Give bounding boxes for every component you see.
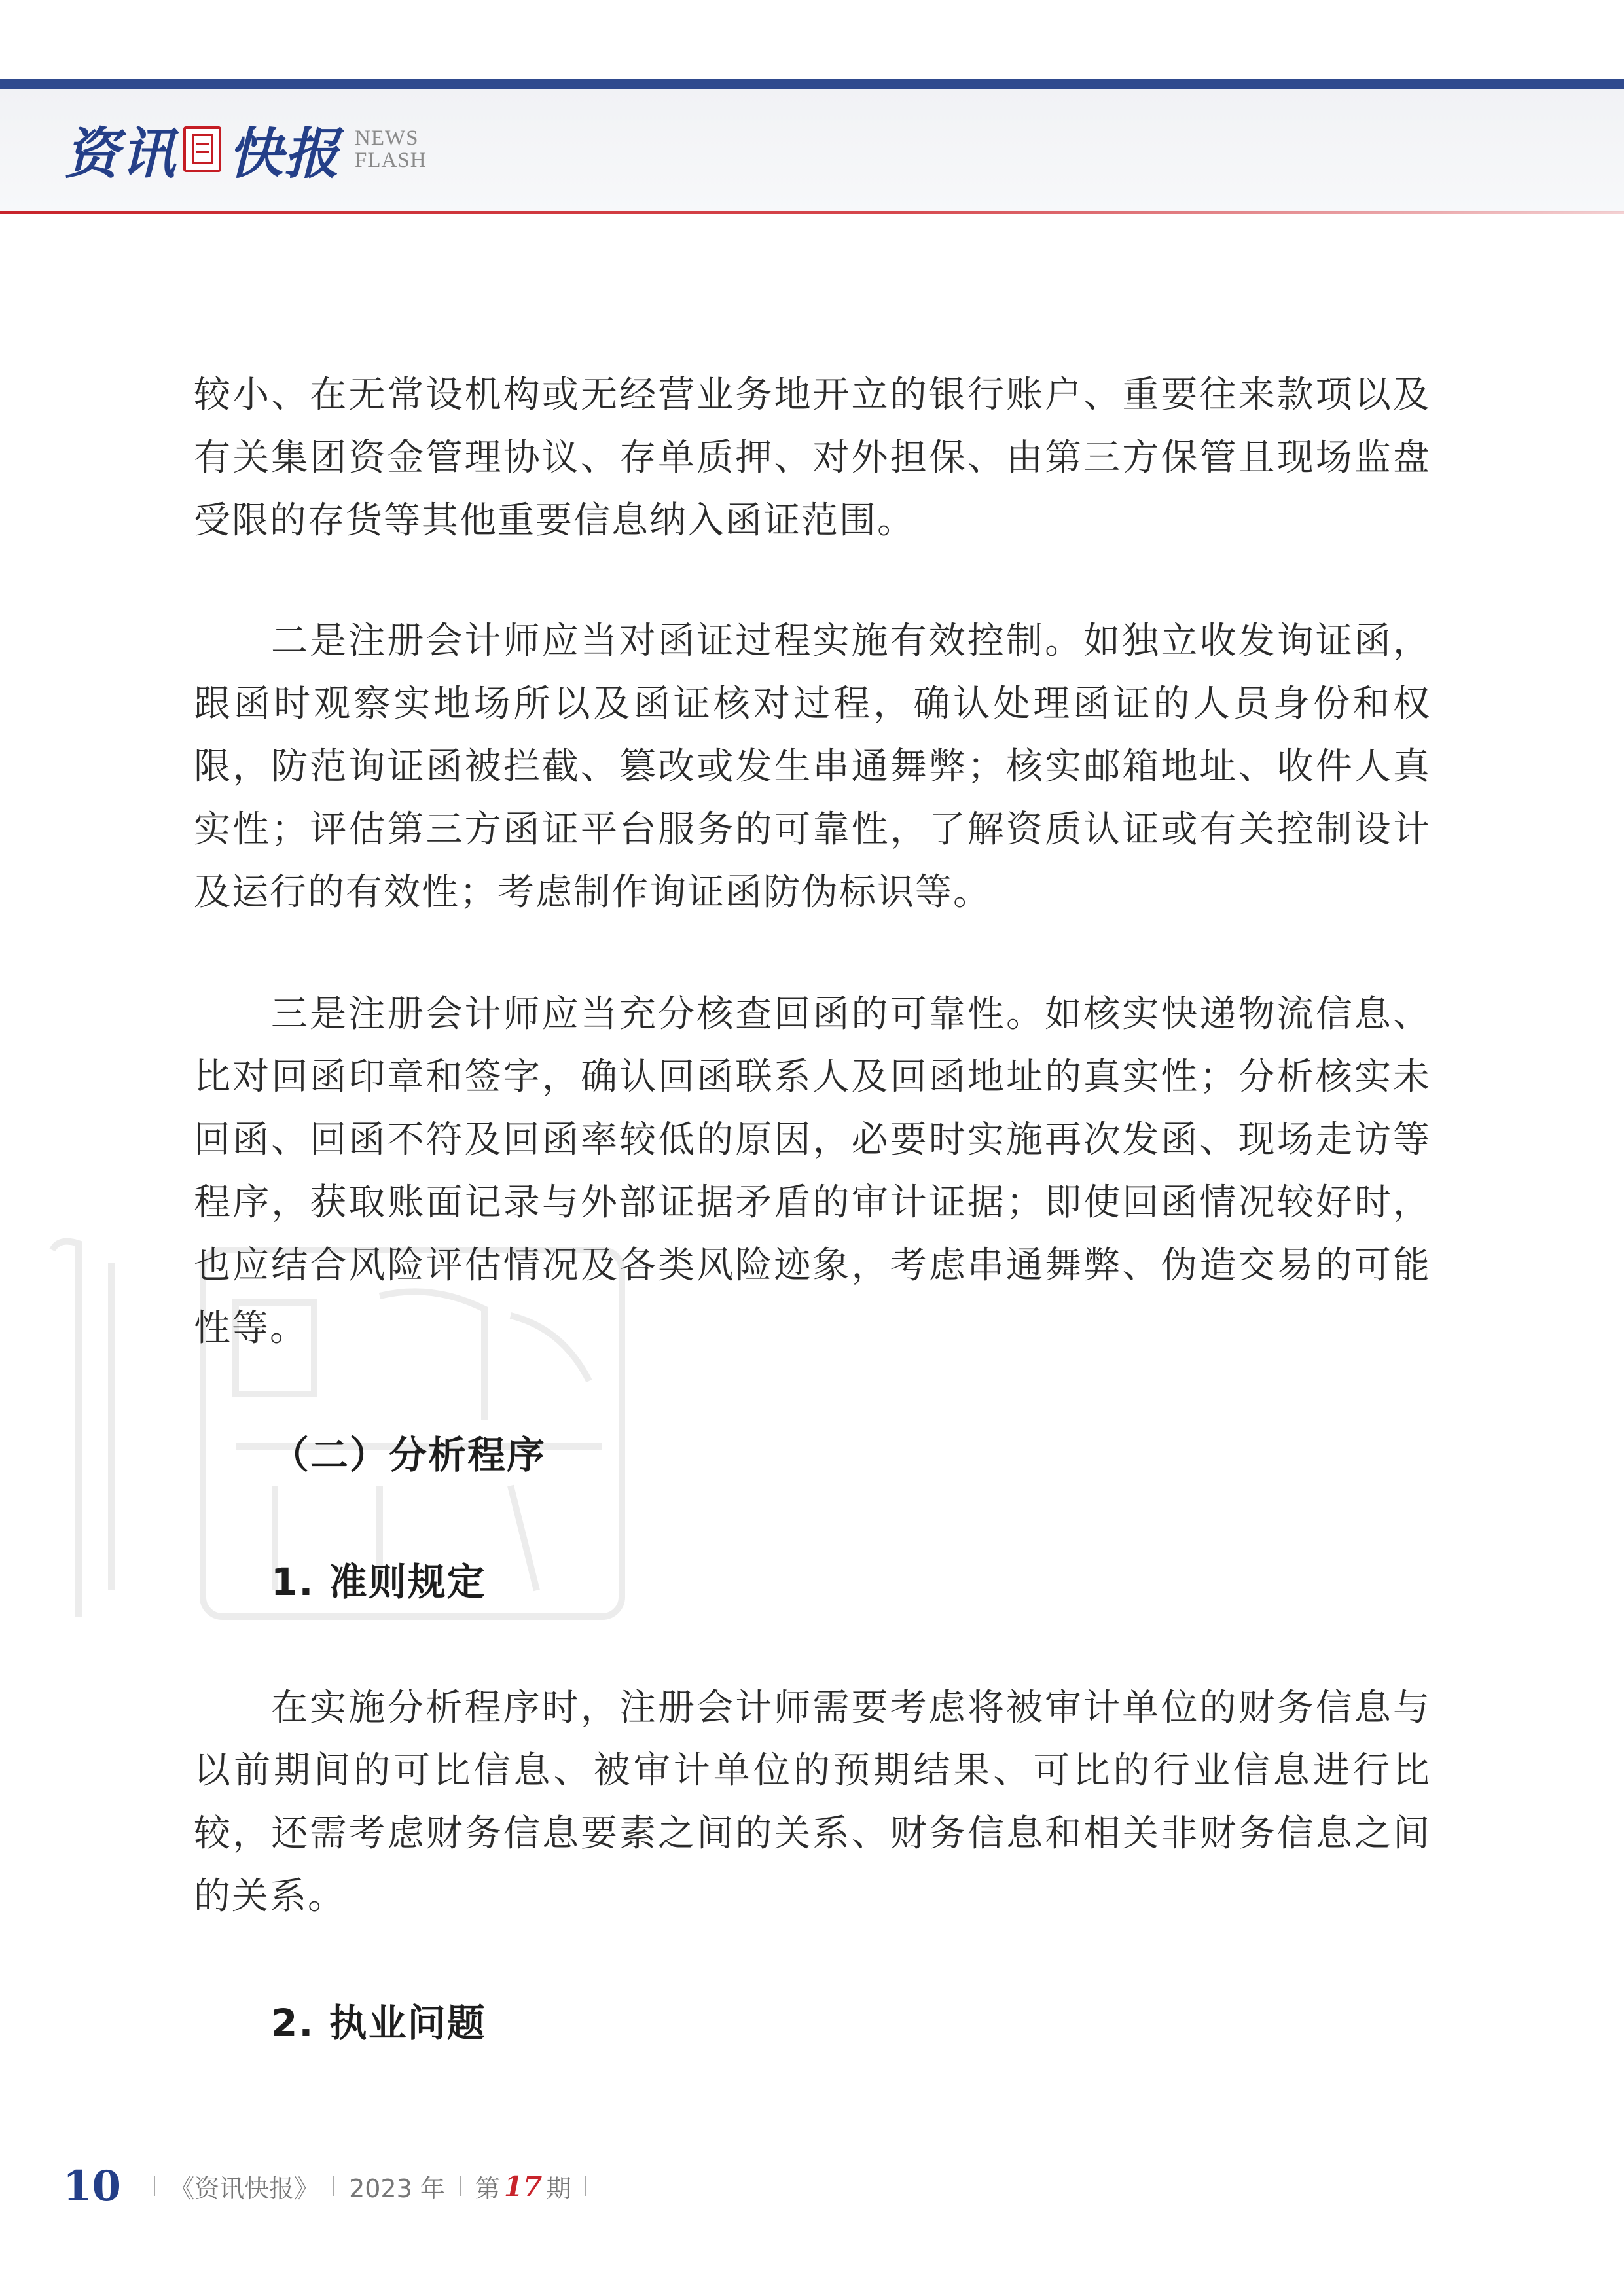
masthead-title-part1: 资讯 (64, 120, 177, 186)
footer-divider (154, 2176, 155, 2196)
publication-name: 《资讯快报》 (170, 2174, 319, 2203)
subheading-standard-rules: 1. 准则规定 (271, 1560, 486, 1604)
subheading-practice-issues: 2. 执业问题 (271, 2001, 486, 2045)
issue-number: 17 (503, 2170, 543, 2202)
footer-divider (333, 2176, 334, 2196)
masthead-logo (64, 110, 427, 188)
page-footer (63, 2160, 601, 2212)
footer-divider (460, 2176, 461, 2196)
paragraph-third: 三是注册会计师应当充分核查回函的可靠性。如核实快递物流信息、比对回函印章和签字，确认回函联系人及回函地址的真实性；分析核实未回函、回函不符及回函率较低的原因，必要时实施再次发函、现场走访等程序，获取账面记录与外部证据矛盾的审计证据；即使回函情况较好时，也应结合风险评估情况及各类风险迹象，考虑串通舞弊、伪造交易的可能性等。 (194, 993, 1431, 1350)
header-top-bar (0, 79, 1624, 89)
paragraph-second: 二是注册会计师应当对函证过程实施有效控制。如独立收发询证函，跟函时观察实地场所以及函证核对过程，确认处理函证的人员身份和权限，防范询证函被拦截、篡改或发生串通舞弊；核实邮箱地址、收件人真实性；评估第三方函证平台服务的可靠性，了解资质认证或有关控制设计及运行的有效性；考虑制作询证函防伪标识等。 (194, 620, 1431, 914)
issue-prefix: 第 (475, 2174, 500, 2203)
publication-year: 2023 年 (349, 2174, 445, 2203)
issue-suffix: 期 (546, 2174, 571, 2203)
footer-divider (585, 2176, 586, 2196)
header-red-rule (0, 211, 1624, 214)
masthead-english (355, 127, 427, 171)
masthead-english-line2: FLASH (355, 149, 427, 172)
page-number: 10 (63, 2161, 122, 2211)
paragraph-continued: 较小、在无常设机构或无经营业务地开立的银行账户、重要往来款项以及有关集团资金管理协议、存单质押、对外担保、由第三方保管且现场监盘受限的存货等其他重要信息纳入函证范围。 (194, 374, 1431, 542)
masthead-english-line1: NEWS (355, 126, 419, 150)
seal-icon (183, 126, 221, 172)
masthead-title-part2: 快报 (228, 120, 341, 186)
section-heading: （二）分析程序 (271, 1433, 547, 1477)
paragraph-fourth: 在实施分析程序时，注册会计师需要考虑将被审计单位的财务信息与以前期间的可比信息、被审计单位的预期结果、可比的行业信息进行比较，还需考虑财务信息要素之间的关系、财务信息和相关非财务信息之间的关系。 (194, 1687, 1431, 1918)
